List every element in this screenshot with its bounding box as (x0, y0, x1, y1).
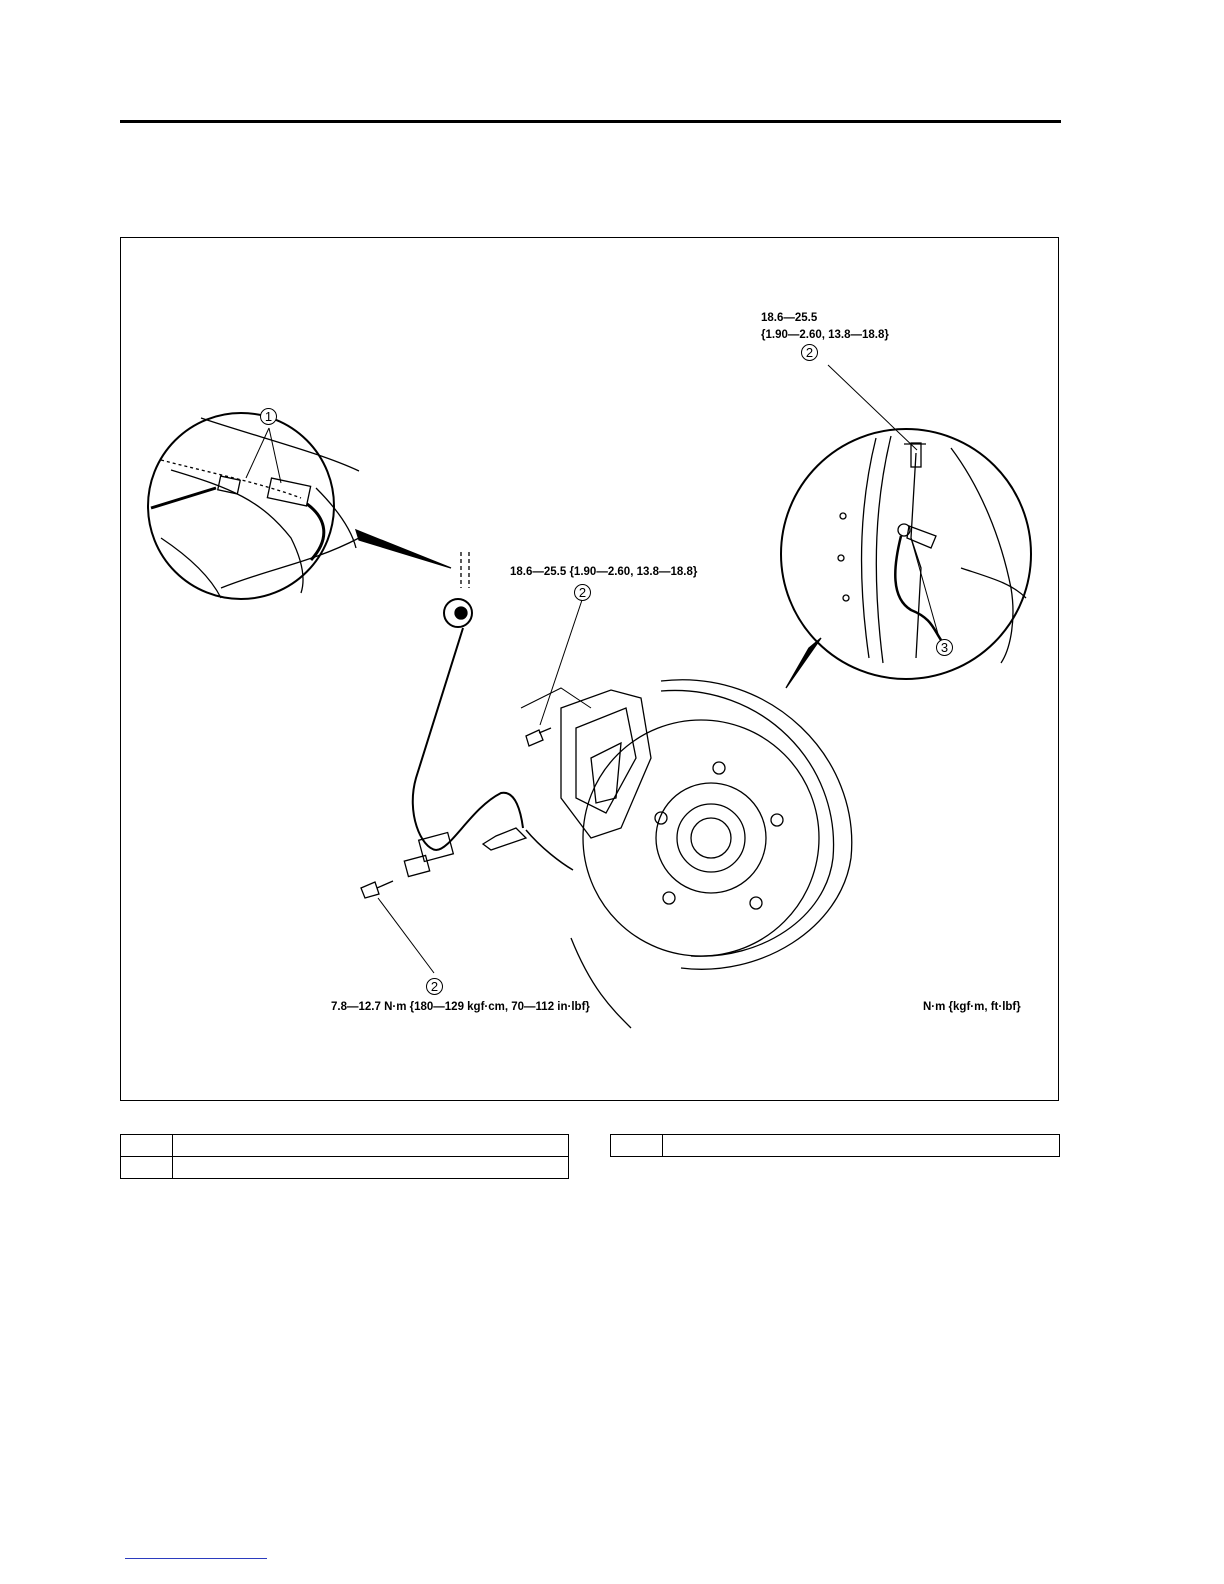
callout-bolt-bottom: 2 (426, 978, 443, 995)
legend-num (121, 1157, 173, 1179)
callout-bolt-mid: 2 (574, 584, 591, 601)
legend-desc (173, 1135, 569, 1157)
callout-bolt-top: 2 (801, 344, 818, 361)
footer-link-underline[interactable] (125, 1558, 267, 1559)
legend-table-right (610, 1134, 1060, 1157)
exploded-view-figure (120, 237, 1059, 1101)
legend-desc (663, 1135, 1060, 1157)
legend-desc (173, 1157, 569, 1179)
callout-connector: 1 (260, 408, 277, 425)
callout-harness: 3 (936, 639, 953, 656)
legend-num (611, 1135, 663, 1157)
table-row (611, 1135, 1060, 1157)
torque-label-mid: 18.6—25.5 {1.90—2.60, 13.8—18.8} (510, 566, 698, 578)
figure-drawing (121, 238, 1060, 1102)
table-row (121, 1157, 569, 1179)
brake-assembly (561, 680, 852, 1028)
torque-label-top-line2: {1.90—2.60, 13.8—18.8} (761, 329, 889, 341)
wheel-speed-sensor (361, 552, 591, 898)
legend-num (121, 1135, 173, 1157)
torque-label-bottom: 7.8—12.7 N·m {180—129 kgf·cm, 70—112 in·lbf} (331, 1001, 590, 1013)
table-row (121, 1135, 569, 1157)
torque-units-label: N·m {kgf·m, ft·lbf} (923, 1001, 1021, 1013)
legend-table-left (120, 1134, 569, 1179)
connector-detail-view (148, 413, 359, 599)
top-rule (120, 120, 1061, 123)
torque-label-top-line1: 18.6—25.5 (761, 312, 818, 324)
